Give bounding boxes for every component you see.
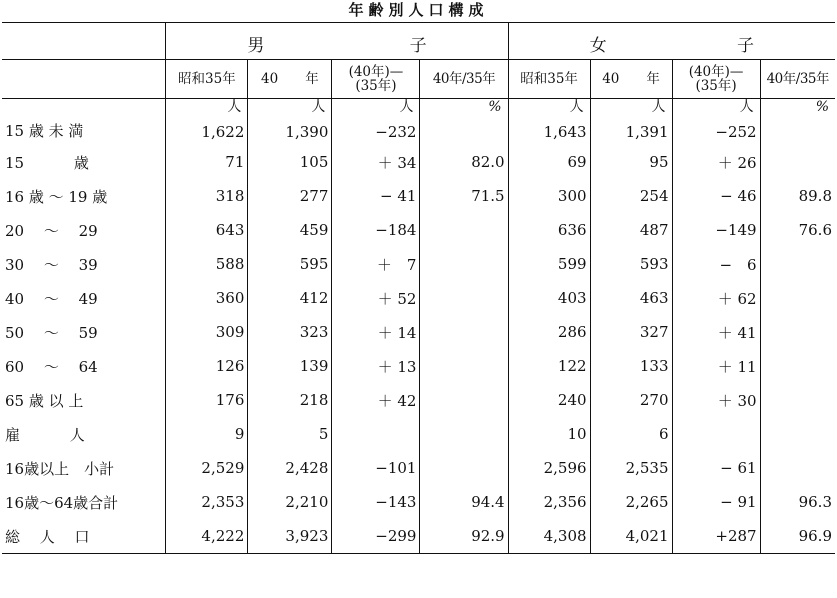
cell-f35 bbox=[508, 281, 590, 315]
header-female-char1: 女 bbox=[589, 36, 607, 56]
cell-fdiff bbox=[672, 145, 760, 179]
header-female-char2: 子 bbox=[737, 36, 754, 56]
cell-m35 bbox=[166, 315, 248, 349]
cell-value: ＋ 11 bbox=[717, 357, 757, 376]
unit-person: 人 bbox=[311, 99, 326, 115]
cell-f40 bbox=[590, 383, 672, 417]
cell-fdiff bbox=[672, 281, 760, 315]
cell-fratio bbox=[760, 485, 835, 519]
cell-value: 2,428 bbox=[285, 459, 329, 477]
cell-value: 309 bbox=[215, 323, 245, 341]
cell-m40 bbox=[248, 383, 332, 417]
header-corner bbox=[2, 23, 166, 60]
cell-m35 bbox=[166, 247, 248, 281]
header-male-char2: 子 bbox=[409, 36, 427, 56]
cell-value: ＋ 14 bbox=[377, 323, 417, 342]
cell-value: 5 bbox=[318, 425, 329, 443]
cell-value: 69 bbox=[567, 153, 587, 171]
cell-fratio bbox=[760, 99, 835, 146]
cell-m35 bbox=[166, 485, 248, 519]
cell-value: 412 bbox=[299, 289, 329, 307]
cell-fratio bbox=[760, 247, 835, 281]
cell-value: −149 bbox=[715, 221, 757, 239]
row-label: 30 ～ 39 bbox=[5, 255, 98, 274]
cell-m40 bbox=[248, 519, 332, 554]
cell-m40 bbox=[248, 485, 332, 519]
cell-fratio bbox=[760, 451, 835, 485]
header-m-ratio: 40年/35年 bbox=[420, 60, 508, 99]
cell-f35 bbox=[508, 99, 590, 146]
cell-mdiff bbox=[332, 99, 420, 146]
cell-f40 bbox=[590, 247, 672, 281]
cell-fratio bbox=[760, 179, 835, 213]
cell-value: −184 bbox=[375, 221, 417, 239]
cell-f40 bbox=[590, 519, 672, 554]
cell-value: 1,391 bbox=[625, 123, 669, 141]
cell-value: 240 bbox=[557, 391, 587, 409]
cell-value: 593 bbox=[639, 255, 669, 273]
cell-value: 360 bbox=[215, 289, 245, 307]
cell-f40 bbox=[590, 99, 672, 146]
cell-value: 126 bbox=[215, 357, 245, 375]
header-m-diff-bottom: (35年) bbox=[355, 78, 397, 94]
header-m-diff-top: (40年)— bbox=[348, 64, 404, 80]
cell-mratio bbox=[420, 349, 508, 383]
cell-value: 459 bbox=[299, 221, 329, 239]
cell-value: 2,596 bbox=[543, 459, 587, 477]
cell-value: +287 bbox=[715, 527, 757, 545]
cell-value: 218 bbox=[299, 391, 329, 409]
cell-mdiff bbox=[332, 213, 420, 247]
table-row bbox=[2, 451, 835, 485]
table-row bbox=[2, 247, 835, 281]
cell-mratio bbox=[420, 99, 508, 146]
row-label: 60 ～ 64 bbox=[5, 357, 98, 376]
header-corner-2 bbox=[2, 60, 166, 99]
header-row-years bbox=[2, 60, 835, 99]
row-label: 16 歳 ～ 19 歳 bbox=[5, 187, 108, 206]
cell-fdiff bbox=[672, 417, 760, 451]
cell-mratio bbox=[420, 247, 508, 281]
unit-percent: % bbox=[815, 99, 829, 115]
cell-m35 bbox=[166, 179, 248, 213]
cell-fdiff bbox=[672, 383, 760, 417]
cell-m40 bbox=[248, 213, 332, 247]
cell-fratio bbox=[760, 145, 835, 179]
cell-f35 bbox=[508, 383, 590, 417]
cell-f40 bbox=[590, 349, 672, 383]
cell-value: ＋ 26 bbox=[717, 153, 757, 172]
cell-mdiff bbox=[332, 519, 420, 554]
cell-f40 bbox=[590, 179, 672, 213]
cell-value: 1,643 bbox=[543, 123, 587, 141]
table-row bbox=[2, 281, 835, 315]
table-row bbox=[2, 349, 835, 383]
cell-value: − 61 bbox=[720, 459, 757, 477]
cell-value: 3,923 bbox=[285, 527, 329, 545]
cell-m40 bbox=[248, 281, 332, 315]
cell-value: 1,622 bbox=[201, 123, 245, 141]
cell-fdiff bbox=[672, 213, 760, 247]
cell-fdiff bbox=[672, 349, 760, 383]
cell-m35 bbox=[166, 349, 248, 383]
row-label: 雇 人 bbox=[5, 425, 85, 444]
cell-mratio bbox=[420, 519, 508, 554]
cell-mdiff bbox=[332, 417, 420, 451]
header-m-diff bbox=[332, 60, 420, 99]
cell-mratio bbox=[420, 451, 508, 485]
cell-value: −232 bbox=[375, 123, 417, 141]
row-label: 15 歳 未 満 bbox=[5, 122, 84, 140]
cell-value: 133 bbox=[639, 357, 669, 375]
cell-f35 bbox=[508, 519, 590, 554]
cell-mdiff bbox=[332, 451, 420, 485]
cell-f40 bbox=[590, 315, 672, 349]
cell-fdiff bbox=[672, 99, 760, 146]
cell-value: 82.0 bbox=[471, 153, 505, 171]
table-row bbox=[2, 519, 835, 554]
cell-value: 2,265 bbox=[625, 493, 669, 511]
cell-f35 bbox=[508, 349, 590, 383]
cell-mratio bbox=[420, 485, 508, 519]
cell-fdiff bbox=[672, 519, 760, 554]
unit-person: 人 bbox=[399, 99, 414, 115]
cell-value: 95 bbox=[649, 153, 669, 171]
cell-fratio bbox=[760, 213, 835, 247]
cell-value: 323 bbox=[299, 323, 329, 341]
cell-value: 2,529 bbox=[201, 459, 245, 477]
cell-value: 71 bbox=[225, 153, 245, 171]
cell-value: −101 bbox=[375, 459, 417, 477]
cell-f35 bbox=[508, 417, 590, 451]
table-row bbox=[2, 145, 835, 179]
cell-value: 599 bbox=[557, 255, 587, 273]
cell-mratio bbox=[420, 281, 508, 315]
cell-value: 2,356 bbox=[543, 493, 587, 511]
unit-person: 人 bbox=[651, 99, 666, 115]
row-label: 65 歳 以 上 bbox=[5, 391, 84, 410]
cell-value: 89.8 bbox=[798, 187, 832, 205]
header-f-diff-bottom: (35年) bbox=[695, 78, 737, 94]
header-f-ratio: 40年/35年 bbox=[760, 60, 835, 99]
cell-value: −143 bbox=[375, 493, 417, 511]
cell-m40 bbox=[248, 99, 332, 146]
cell-value: − 91 bbox=[720, 493, 757, 511]
cell-value: 270 bbox=[639, 391, 669, 409]
cell-m40 bbox=[248, 349, 332, 383]
table-body bbox=[2, 99, 835, 554]
header-f-s35: 昭和35年 bbox=[508, 60, 590, 99]
row-label: 16歳～64歳合計 bbox=[5, 493, 119, 512]
cell-value: 286 bbox=[557, 323, 587, 341]
cell-value: 4,308 bbox=[543, 527, 587, 545]
cell-m40 bbox=[248, 315, 332, 349]
cell-value: 1,390 bbox=[285, 123, 329, 141]
table-row bbox=[2, 383, 835, 417]
cell-value: 643 bbox=[215, 221, 245, 239]
cell-m35 bbox=[166, 213, 248, 247]
cell-mdiff bbox=[332, 383, 420, 417]
cell-mdiff bbox=[332, 349, 420, 383]
cell-value: ＋ 52 bbox=[377, 289, 417, 308]
cell-value: 4,021 bbox=[625, 527, 669, 545]
cell-value: 2,535 bbox=[625, 459, 669, 477]
table-row bbox=[2, 179, 835, 213]
cell-m40 bbox=[248, 451, 332, 485]
cell-fdiff bbox=[672, 315, 760, 349]
cell-value: ＋ 30 bbox=[717, 391, 757, 410]
cell-value: 300 bbox=[557, 187, 587, 205]
cell-f40 bbox=[590, 417, 672, 451]
header-female bbox=[508, 23, 835, 60]
cell-f40 bbox=[590, 451, 672, 485]
cell-f35 bbox=[508, 247, 590, 281]
cell-mdiff bbox=[332, 485, 420, 519]
cell-value: 96.9 bbox=[798, 527, 832, 545]
cell-value: − 41 bbox=[380, 187, 417, 205]
cell-f35 bbox=[508, 213, 590, 247]
cell-value: 96.3 bbox=[798, 493, 832, 511]
cell-fratio bbox=[760, 315, 835, 349]
header-f-y40: 40 年 bbox=[590, 60, 672, 99]
population-table bbox=[2, 22, 835, 554]
cell-value: ＋ 7 bbox=[376, 255, 417, 274]
cell-m35 bbox=[166, 145, 248, 179]
cell-mdiff bbox=[332, 247, 420, 281]
cell-value: 2,353 bbox=[201, 493, 245, 511]
header-m-s35: 昭和35年 bbox=[166, 60, 248, 99]
cell-value: 254 bbox=[639, 187, 669, 205]
cell-value: ＋ 13 bbox=[377, 357, 417, 376]
table-row bbox=[2, 315, 835, 349]
cell-m35 bbox=[166, 451, 248, 485]
cell-value: 139 bbox=[299, 357, 329, 375]
cell-value: 105 bbox=[299, 153, 329, 171]
unit-percent: % bbox=[488, 99, 502, 115]
cell-f40 bbox=[590, 145, 672, 179]
row-label: 40 ～ 49 bbox=[5, 289, 98, 308]
cell-mdiff bbox=[332, 281, 420, 315]
cell-value: 94.4 bbox=[471, 493, 505, 511]
cell-value: −299 bbox=[375, 527, 417, 545]
cell-value: 10 bbox=[567, 425, 587, 443]
cell-m35 bbox=[166, 99, 248, 146]
cell-value: ＋ 41 bbox=[717, 323, 757, 342]
cell-value: 595 bbox=[299, 255, 329, 273]
cell-fdiff bbox=[672, 179, 760, 213]
table-row bbox=[2, 417, 835, 451]
cell-value: −252 bbox=[715, 123, 757, 141]
cell-f35 bbox=[508, 145, 590, 179]
cell-value: 636 bbox=[557, 221, 587, 239]
cell-value: 463 bbox=[639, 289, 669, 307]
cell-fratio bbox=[760, 383, 835, 417]
cell-value: 6 bbox=[658, 425, 669, 443]
row-label: 20 ～ 29 bbox=[5, 221, 98, 240]
cell-m40 bbox=[248, 247, 332, 281]
row-label: 50 ～ 59 bbox=[5, 323, 98, 342]
cell-value: 2,210 bbox=[285, 493, 329, 511]
cell-mdiff bbox=[332, 179, 420, 213]
table-title: 年齢別人口構成 bbox=[348, 1, 489, 19]
cell-m40 bbox=[248, 179, 332, 213]
cell-value: ＋ 34 bbox=[377, 153, 417, 172]
cell-value: 588 bbox=[215, 255, 245, 273]
header-f-diff bbox=[672, 60, 760, 99]
cell-f35 bbox=[508, 179, 590, 213]
cell-m35 bbox=[166, 281, 248, 315]
cell-value: 403 bbox=[557, 289, 587, 307]
header-male-char1: 男 bbox=[247, 36, 265, 56]
unit-person: 人 bbox=[227, 99, 242, 115]
cell-value: 318 bbox=[215, 187, 245, 205]
table-row bbox=[2, 485, 835, 519]
cell-f40 bbox=[590, 485, 672, 519]
cell-fratio bbox=[760, 281, 835, 315]
cell-f40 bbox=[590, 281, 672, 315]
cell-value: 277 bbox=[299, 187, 329, 205]
cell-mratio bbox=[420, 417, 508, 451]
table-row bbox=[2, 99, 835, 146]
cell-fratio bbox=[760, 519, 835, 554]
unit-person: 人 bbox=[569, 99, 584, 115]
cell-value: 92.9 bbox=[471, 527, 505, 545]
cell-value: 71.5 bbox=[471, 187, 505, 205]
cell-value: ＋ 42 bbox=[377, 391, 417, 410]
cell-mratio bbox=[420, 383, 508, 417]
table-row bbox=[2, 213, 835, 247]
cell-m35 bbox=[166, 519, 248, 554]
cell-fratio bbox=[760, 417, 835, 451]
cell-f40 bbox=[590, 213, 672, 247]
header-row-gender bbox=[2, 23, 835, 60]
cell-m40 bbox=[248, 145, 332, 179]
cell-mratio bbox=[420, 213, 508, 247]
cell-value: 76.6 bbox=[798, 221, 832, 239]
header-male bbox=[166, 23, 508, 60]
row-label: 総 人 口 bbox=[2, 519, 166, 554]
cell-value: 487 bbox=[639, 221, 669, 239]
cell-mdiff bbox=[332, 145, 420, 179]
cell-value: 176 bbox=[215, 391, 245, 409]
header-m-y40: 40 年 bbox=[248, 60, 332, 99]
cell-m40 bbox=[248, 417, 332, 451]
cell-m35 bbox=[166, 383, 248, 417]
cell-mratio bbox=[420, 315, 508, 349]
cell-mratio bbox=[420, 145, 508, 179]
cell-f35 bbox=[508, 485, 590, 519]
header-f-diff-top: (40年)— bbox=[688, 64, 744, 80]
row-label: 15 歳 bbox=[5, 153, 89, 172]
cell-value: 122 bbox=[557, 357, 587, 375]
row-label: 16歳以上 小計 bbox=[5, 459, 115, 478]
cell-mratio bbox=[420, 179, 508, 213]
cell-m35 bbox=[166, 417, 248, 451]
cell-value: − 46 bbox=[720, 187, 757, 205]
cell-fdiff bbox=[672, 451, 760, 485]
cell-fdiff bbox=[672, 485, 760, 519]
cell-value: 4,222 bbox=[201, 527, 245, 545]
cell-value: − 6 bbox=[719, 255, 757, 274]
cell-fdiff bbox=[672, 247, 760, 281]
cell-value: 327 bbox=[639, 323, 669, 341]
cell-value: 9 bbox=[234, 425, 245, 443]
unit-person: 人 bbox=[739, 99, 754, 115]
cell-fratio bbox=[760, 349, 835, 383]
cell-f35 bbox=[508, 451, 590, 485]
cell-mdiff bbox=[332, 315, 420, 349]
cell-value: ＋ 62 bbox=[717, 289, 757, 308]
cell-f35 bbox=[508, 315, 590, 349]
